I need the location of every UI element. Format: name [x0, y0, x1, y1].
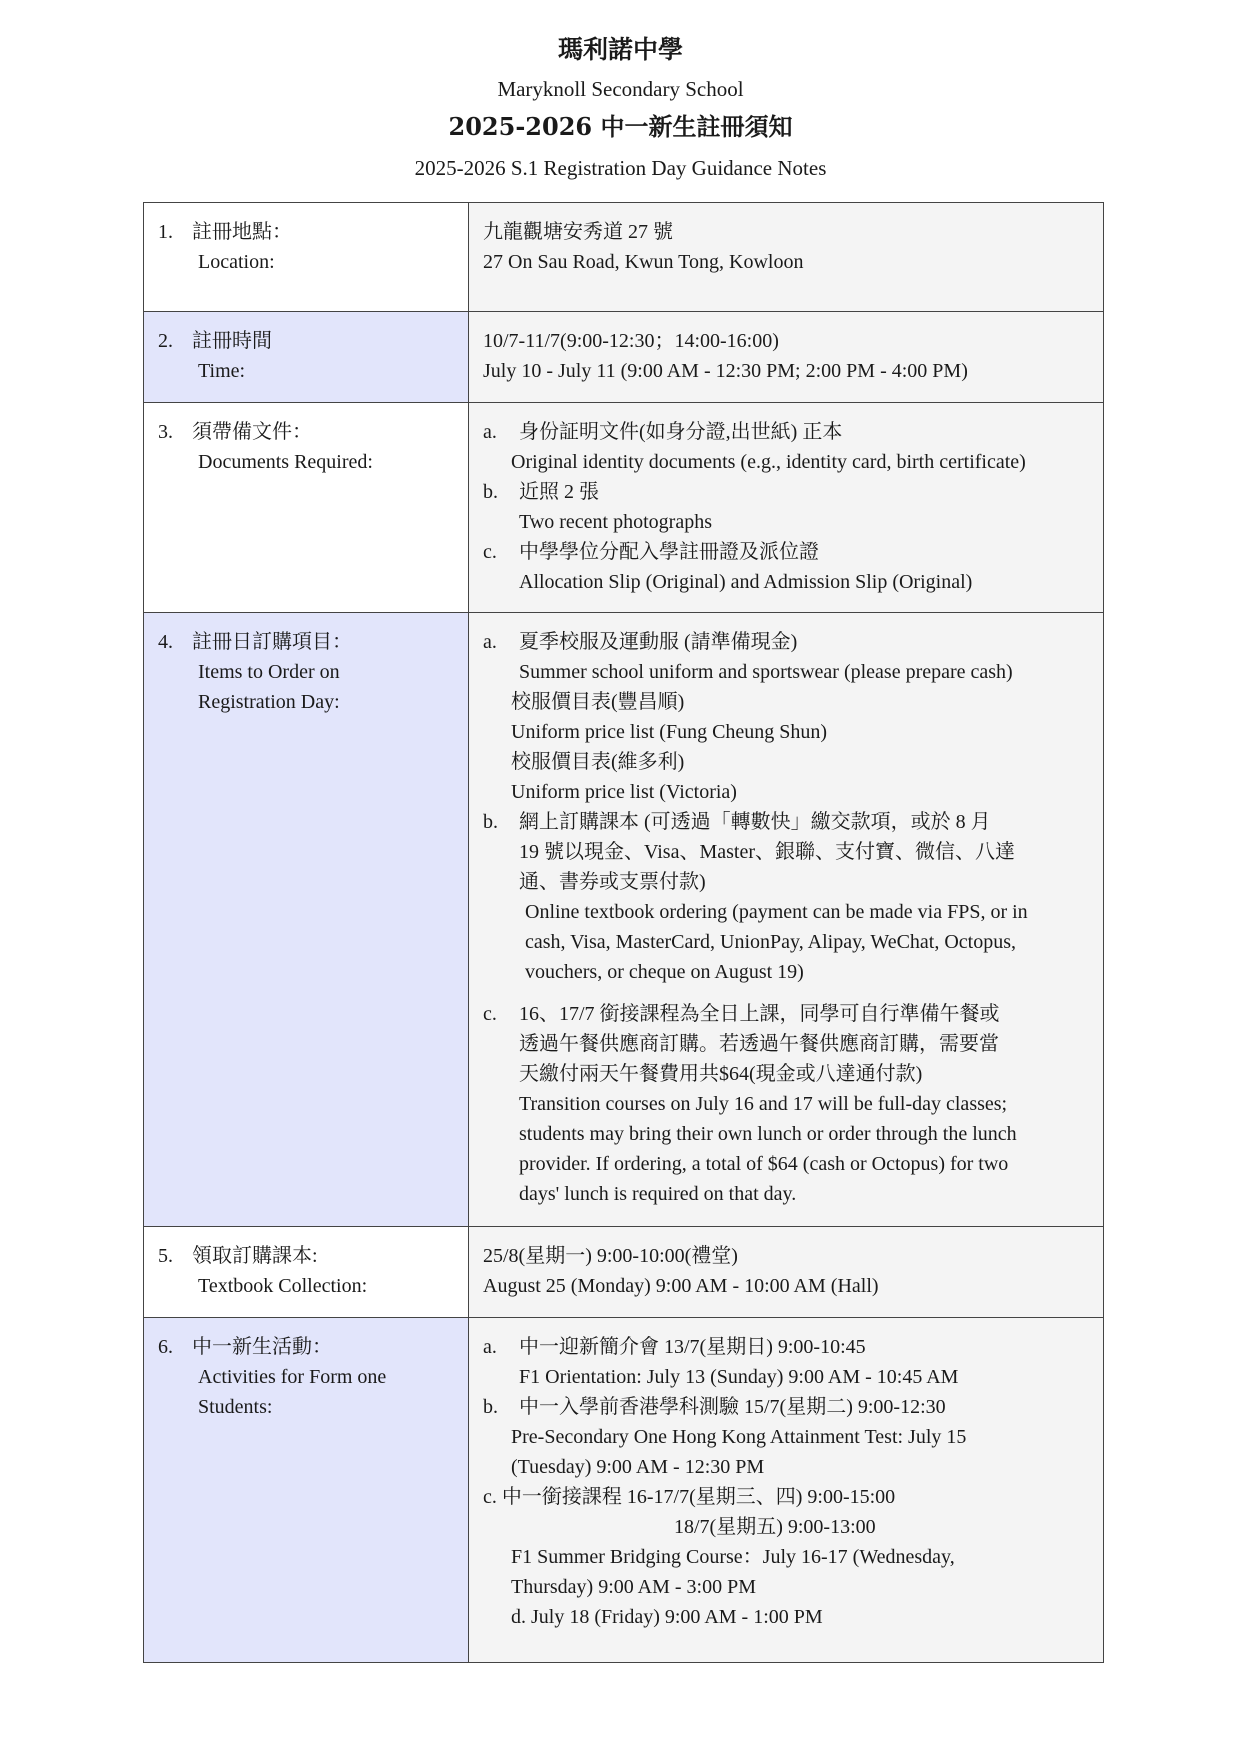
row-content-cell	[469, 1227, 1104, 1318]
row-label-english: Textbook Collection:	[198, 1275, 368, 1297]
row-label-english: Registration Day:	[198, 691, 340, 713]
location-chinese: 九龍觀塘安秀道 27 號	[483, 221, 673, 243]
list-item	[483, 627, 1089, 657]
list-item-chinese: 網上訂購課本 (可透過「轉數快」繳交款項，或於 8 月 19 號以現金、Visa、Master、銀聯、支付寶、微信、八達 通、書券或支票付款)	[519, 811, 1015, 893]
time-english: July 10 - July 11 (9:00 AM - 12:30 PM; 2:00 PM - 4:00 PM)	[483, 360, 968, 382]
table-row-textbook-collection	[144, 1227, 1104, 1318]
list-marker: b.	[483, 811, 498, 833]
row-label-english: Students:	[198, 1396, 273, 1418]
list-item-english: F1 Orientation: July 13 (Sunday) 9:00 AM - 10:45 AM	[519, 1366, 959, 1388]
list-item-chinese: 18/7(星期五) 9:00-13:00	[674, 1516, 876, 1538]
time-chinese: 10/7-11/7(9:00-12:30；14:00-16:00)	[483, 330, 779, 352]
list-item-english: Online textbook ordering (payment can be made via FPS, or in cash, Visa, MasterCard, UnionPay, Alipay, WeChat, Octopus, vouchers, or cheque on August 19)	[525, 901, 1028, 983]
list-item-english: Two recent photographs	[519, 511, 712, 533]
list-item	[483, 477, 1089, 507]
row-label-english: Activities for Form one	[198, 1366, 387, 1388]
uniform-price-list-link[interactable]: Uniform price list (Fung Cheung Shun)	[511, 721, 828, 743]
list-item-english: Allocation Slip (Original) and Admission Slip (Original)	[519, 571, 973, 593]
list-marker: a.	[483, 631, 497, 653]
list-item-english: Pre-Secondary One Hong Kong Attainment Test: July 15 (Tuesday) 9:00 AM - 12:30 PM	[511, 1426, 967, 1478]
list-item-english: F1 Summer Bridging Course：July 16-17 (Wednesday, Thursday) 9:00 AM - 3:00 PM d. July 18 (Friday) 9:00 AM - 1:00 PM	[511, 1546, 955, 1628]
row-label-chinese: 4. 註冊日訂購項目：	[158, 631, 352, 653]
list-item-chinese: 中學學位分配入學註冊證及派位證	[519, 541, 819, 563]
list-item-chinese: 夏季校服及運動服 (請準備現金)	[519, 631, 798, 653]
row-content-cell	[469, 403, 1104, 613]
list-item	[483, 1332, 1089, 1362]
table-row-items-to-order	[144, 613, 1104, 1227]
list-item	[483, 537, 1089, 567]
list-item	[483, 807, 1089, 897]
list-marker: b.	[483, 481, 498, 503]
list-marker: a.	[483, 1336, 497, 1358]
row-content-cell	[469, 203, 1104, 312]
table-row-time	[144, 312, 1104, 403]
row-label-chinese: 1. 註冊地點：	[158, 221, 292, 243]
list-item-english: Original identity documents (e.g., identity card, birth certificate)	[511, 451, 1026, 473]
collection-chinese: 25/8(星期一) 9:00-10:00(禮堂)	[483, 1245, 738, 1267]
uniform-price-list-link[interactable]: 校服價目表(維多利)	[511, 751, 685, 773]
uniform-price-list-link[interactable]: Uniform price list (Victoria)	[511, 781, 737, 803]
list-item-chinese: 身份証明文件(如身分證,出世紙) 正本	[519, 421, 843, 443]
row-content-cell	[469, 613, 1104, 1227]
row-label-cell	[144, 1227, 469, 1318]
row-label-cell	[144, 403, 469, 613]
row-label-english: Time:	[198, 360, 246, 382]
list-item-chinese: 中一迎新簡介會 13/7(星期日) 9:00-10:45	[519, 1336, 866, 1358]
row-label-english: Documents Required:	[198, 451, 373, 473]
guidance-notes-table	[143, 202, 1104, 1663]
school-name-chinese: 瑪利諾中學	[557, 35, 683, 64]
list-marker: a.	[483, 421, 497, 443]
list-marker: b.	[483, 1396, 498, 1418]
row-label-chinese: 5. 領取訂購課本:	[158, 1245, 318, 1267]
row-label-cell	[144, 203, 469, 312]
row-content-cell	[469, 1318, 1104, 1663]
table-row-documents	[144, 403, 1104, 613]
row-label-cell	[144, 1318, 469, 1663]
row-label-chinese: 3. 須帶備文件：	[158, 421, 312, 443]
row-label-chinese: 6. 中一新生活動：	[158, 1336, 332, 1358]
list-item-chinese: 中一入學前香港學科測驗 15/7(星期二) 9:00-12:30	[519, 1396, 946, 1418]
table-row-location	[144, 203, 1104, 312]
row-label-english: Items to Order on	[198, 661, 340, 683]
list-item-english: Summer school uniform and sportswear (please prepare cash)	[519, 661, 1013, 683]
list-item-chinese: c. 中一銜接課程 16-17/7(星期三、四) 9:00-15:00	[483, 1486, 896, 1508]
list-item-chinese: 近照 2 張	[519, 481, 599, 503]
list-marker: c.	[483, 1003, 497, 1025]
table-row-activities	[144, 1318, 1104, 1663]
list-item	[483, 417, 1089, 447]
document-title-english: 2025-2026 S.1 Registration Day Guidance Notes	[414, 156, 827, 180]
row-label-cell	[144, 312, 469, 403]
document-header	[0, 28, 1241, 188]
uniform-price-list-link[interactable]: 校服價目表(豐昌順)	[511, 691, 685, 713]
row-label-cell	[144, 613, 469, 1227]
list-item	[483, 999, 1089, 1089]
school-name-english: Maryknoll Secondary School	[497, 77, 744, 101]
row-content-cell	[469, 312, 1104, 403]
list-item-chinese: 16、17/7 銜接課程為全日上課，同學可自行準備午餐或 透過午餐供應商訂購。若透過午餐供應商訂購，需要當 天繳付兩天午餐費用共$64(現金或八達通付款)	[519, 1003, 1000, 1085]
document-title-chinese: 2025-2026 中一新生註冊須知	[448, 112, 793, 141]
list-item	[483, 1392, 1089, 1422]
row-label-english: Location:	[198, 251, 275, 273]
row-label-chinese: 2. 註冊時間	[158, 330, 272, 352]
list-item-english: Transition courses on July 16 and 17 will be full-day classes; students may bring their own lunch or order through the lunch provider. If ordering, a total of $64 (cash or Octopus) for two days' lunch is required on that day.	[519, 1093, 1017, 1205]
collection-english: August 25 (Monday) 9:00 AM - 10:00 AM (Hall)	[483, 1275, 879, 1297]
location-english: 27 On Sau Road, Kwun Tong, Kowloon	[483, 251, 804, 273]
list-marker: c.	[483, 541, 497, 563]
